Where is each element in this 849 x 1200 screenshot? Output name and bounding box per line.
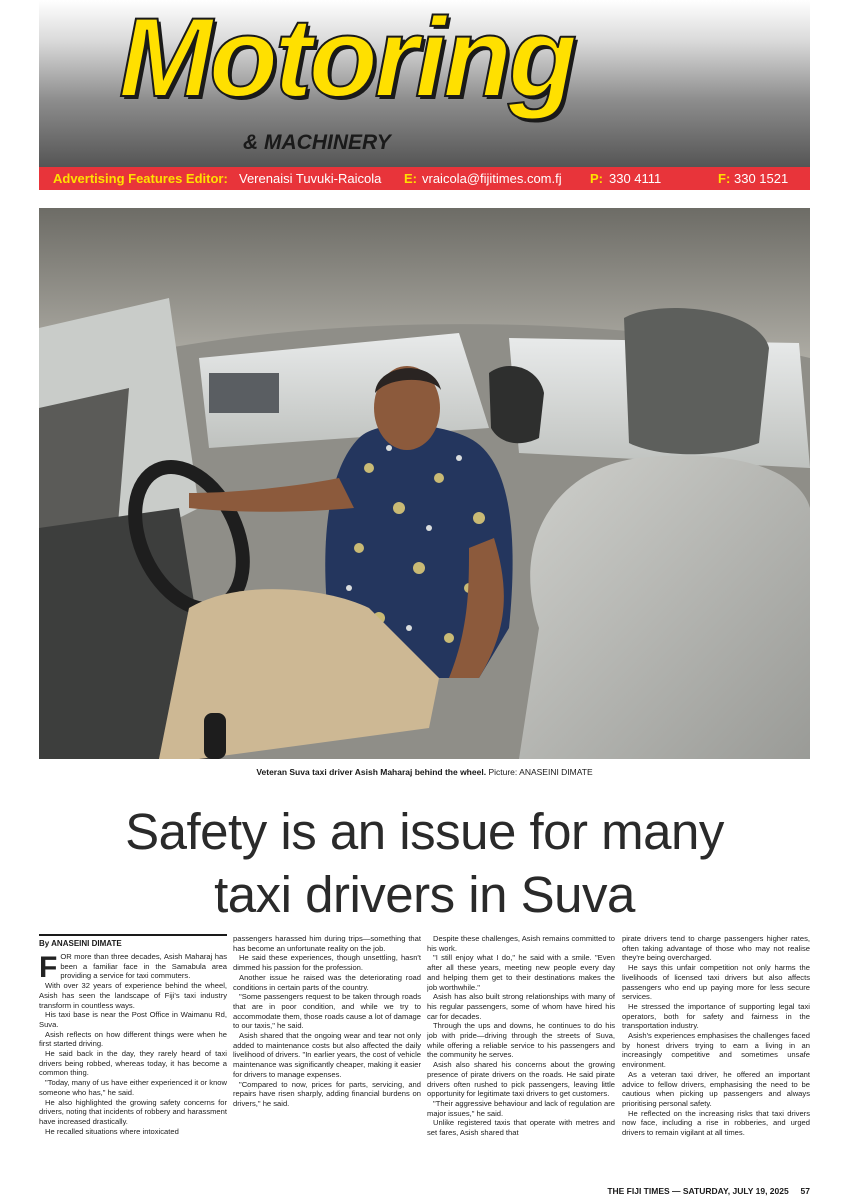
paragraph: He also highlighted the growing safety concerns for drivers, noting that incidents of robbery and harassment have increased drastically. bbox=[39, 1097, 227, 1126]
byline: By ANASEINI DIMATE bbox=[39, 934, 227, 948]
paragraph: Asish reflects on how different things were when he first started driving. bbox=[39, 1029, 227, 1049]
paragraph: Unlike registered taxis that operate with metres and set fares, Asish shared that bbox=[427, 1118, 615, 1138]
paragraph: Despite these challenges, Asish remains committed to his work. bbox=[427, 934, 615, 953]
paragraph: As a veteran taxi driver, he offered an important advice to fellow drivers, emphasising the need to be cautious when picking up passengers and always prioritising personal safety. bbox=[622, 1069, 810, 1108]
paragraph: "Some passengers request to be taken through roads that are in poor condition, and while we try to accommodate them, those roads cause a lot of damage to our taxis," he said. bbox=[233, 992, 421, 1031]
paragraph: He reflected on the increasing risks that taxi drivers now face, including a rise in robberies, and urged drivers to remain vigilant at all times. bbox=[622, 1108, 810, 1138]
page-footer bbox=[607, 1186, 810, 1196]
phone-number: 330 4111 bbox=[609, 171, 662, 186]
paragraph: passengers harassed him during trips—something that has become an unfortunate reality on the job. bbox=[233, 934, 421, 953]
editor-name: Verenaisi Tuvuki-Raicola bbox=[239, 171, 382, 186]
article-column-4 bbox=[622, 934, 810, 1182]
paragraph: pirate drivers tend to charge passengers higher rates, often taking advantage of those who may not realise they're being overcharged. bbox=[622, 934, 810, 963]
paragraph: He said these experiences, though unsettling, hasn't dimmed his passion for the profession. bbox=[233, 953, 421, 973]
article-headline bbox=[39, 800, 810, 926]
paragraph: FOR more than three decades, Asish Maharaj has been a familiar face in the Samabula area providing a service for taxi commuters. bbox=[39, 952, 227, 984]
fax-number: 330 1521 bbox=[734, 171, 789, 186]
paragraph: Asish shared that the ongoing wear and tear not only added to maintenance costs but also affected the daily livelihood of drivers. "In earlier years, the cost of vehicle maintenance was significantly cheaper, making it easier for drivers to manage expenses. bbox=[233, 1031, 421, 1079]
dropcap: F bbox=[39, 952, 58, 984]
paragraph: He stressed the importance of supporting legal taxi operators, both for safety and fairness in the transportation industry. bbox=[622, 1001, 810, 1031]
paragraph: "Their aggressive behaviour and lack of regulation are major issues," he said. bbox=[427, 1098, 615, 1118]
paragraph: Asish's experiences emphasises the challenges faced by honest drivers trying to earn a living in an increasingly competitive and sometimes unsafe environment. bbox=[622, 1031, 810, 1070]
masthead-title: Motoring bbox=[119, 0, 574, 120]
paragraph: He says this unfair competition not only harms the livelihoods of licensed taxi drivers but also affects passengers who end up paying more for less secure services. bbox=[622, 963, 810, 1002]
paragraph: "Today, many of us have either experienced it or know someone who has," he said. bbox=[39, 1078, 227, 1097]
email-address: vraicola@fijitimes.com.fj bbox=[422, 171, 562, 186]
paragraph: He recalled situations where intoxicated bbox=[45, 1126, 179, 1136]
paragraph: He said back in the day, they rarely heard of taxi drivers being robbed, whereas today, it has become a common thing. bbox=[39, 1049, 227, 1078]
headline-line-2: taxi drivers in Suva bbox=[214, 866, 635, 923]
article-column-2 bbox=[233, 934, 421, 1182]
photo-credit: Picture: ANASEINI DIMATE bbox=[488, 767, 593, 777]
paragraph: Through the ups and downs, he continues to do his job with pride—driving through the streets of Suva, while offering a reliable service to his passengers and the community he serves. bbox=[427, 1021, 615, 1060]
publication-date: THE FIJI TIMES — SATURDAY, JULY 19, 2025 bbox=[607, 1186, 789, 1196]
paragraph: With over 32 years of experience behind the wheel, Asish has seen the landscape of Fiji's taxi industry transform in countless ways. bbox=[39, 981, 227, 1010]
photo-caption bbox=[0, 767, 849, 777]
editor-label: Advertising Features Editor: bbox=[53, 171, 228, 186]
caption-text: Veteran Suva taxi driver Asish Maharaj behind the wheel. bbox=[256, 767, 487, 777]
article-column-3 bbox=[427, 934, 615, 1182]
paragraph: Another issue he raised was the deteriorating road conditions in certain parts of the country. bbox=[233, 972, 421, 992]
article-column-1 bbox=[39, 952, 227, 1185]
paragraph: Asish also shared his concerns about the growing presence of pirate drivers on the roads. He said pirate drivers often rushed to pick passengers, leaving little opportunity for legitimate taxi drivers to get customers. bbox=[427, 1060, 615, 1099]
fax-label: F: bbox=[718, 171, 731, 186]
headline-line-1: Safety is an issue for many bbox=[125, 803, 724, 860]
paragraph: "I still enjoy what I do," he said with a smile. "Even after all these years, meeting new people every day and helping them get to their destinations makes the job worthwhile." bbox=[427, 953, 615, 992]
phone-label: P: bbox=[590, 171, 603, 186]
taxi-driver-illustration bbox=[39, 208, 810, 759]
masthead-subtitle: & MACHINERY bbox=[243, 131, 391, 154]
paragraph: Asish has also built strong relationships with many of his regular passengers, some of whom have hired his car for decades. bbox=[427, 992, 615, 1021]
article-photo bbox=[39, 208, 810, 759]
contact-bar bbox=[39, 167, 810, 190]
paragraph: His taxi base is near the Post Office in Waimanu Rd, Suva. bbox=[39, 1010, 227, 1029]
page-number: 57 bbox=[800, 1186, 810, 1196]
email-label: E: bbox=[404, 171, 417, 186]
masthead bbox=[39, 0, 810, 167]
paragraph: "Compared to now, prices for parts, servicing, and repairs have risen sharply, adding financial burdens on drivers," he said. bbox=[233, 1079, 421, 1108]
